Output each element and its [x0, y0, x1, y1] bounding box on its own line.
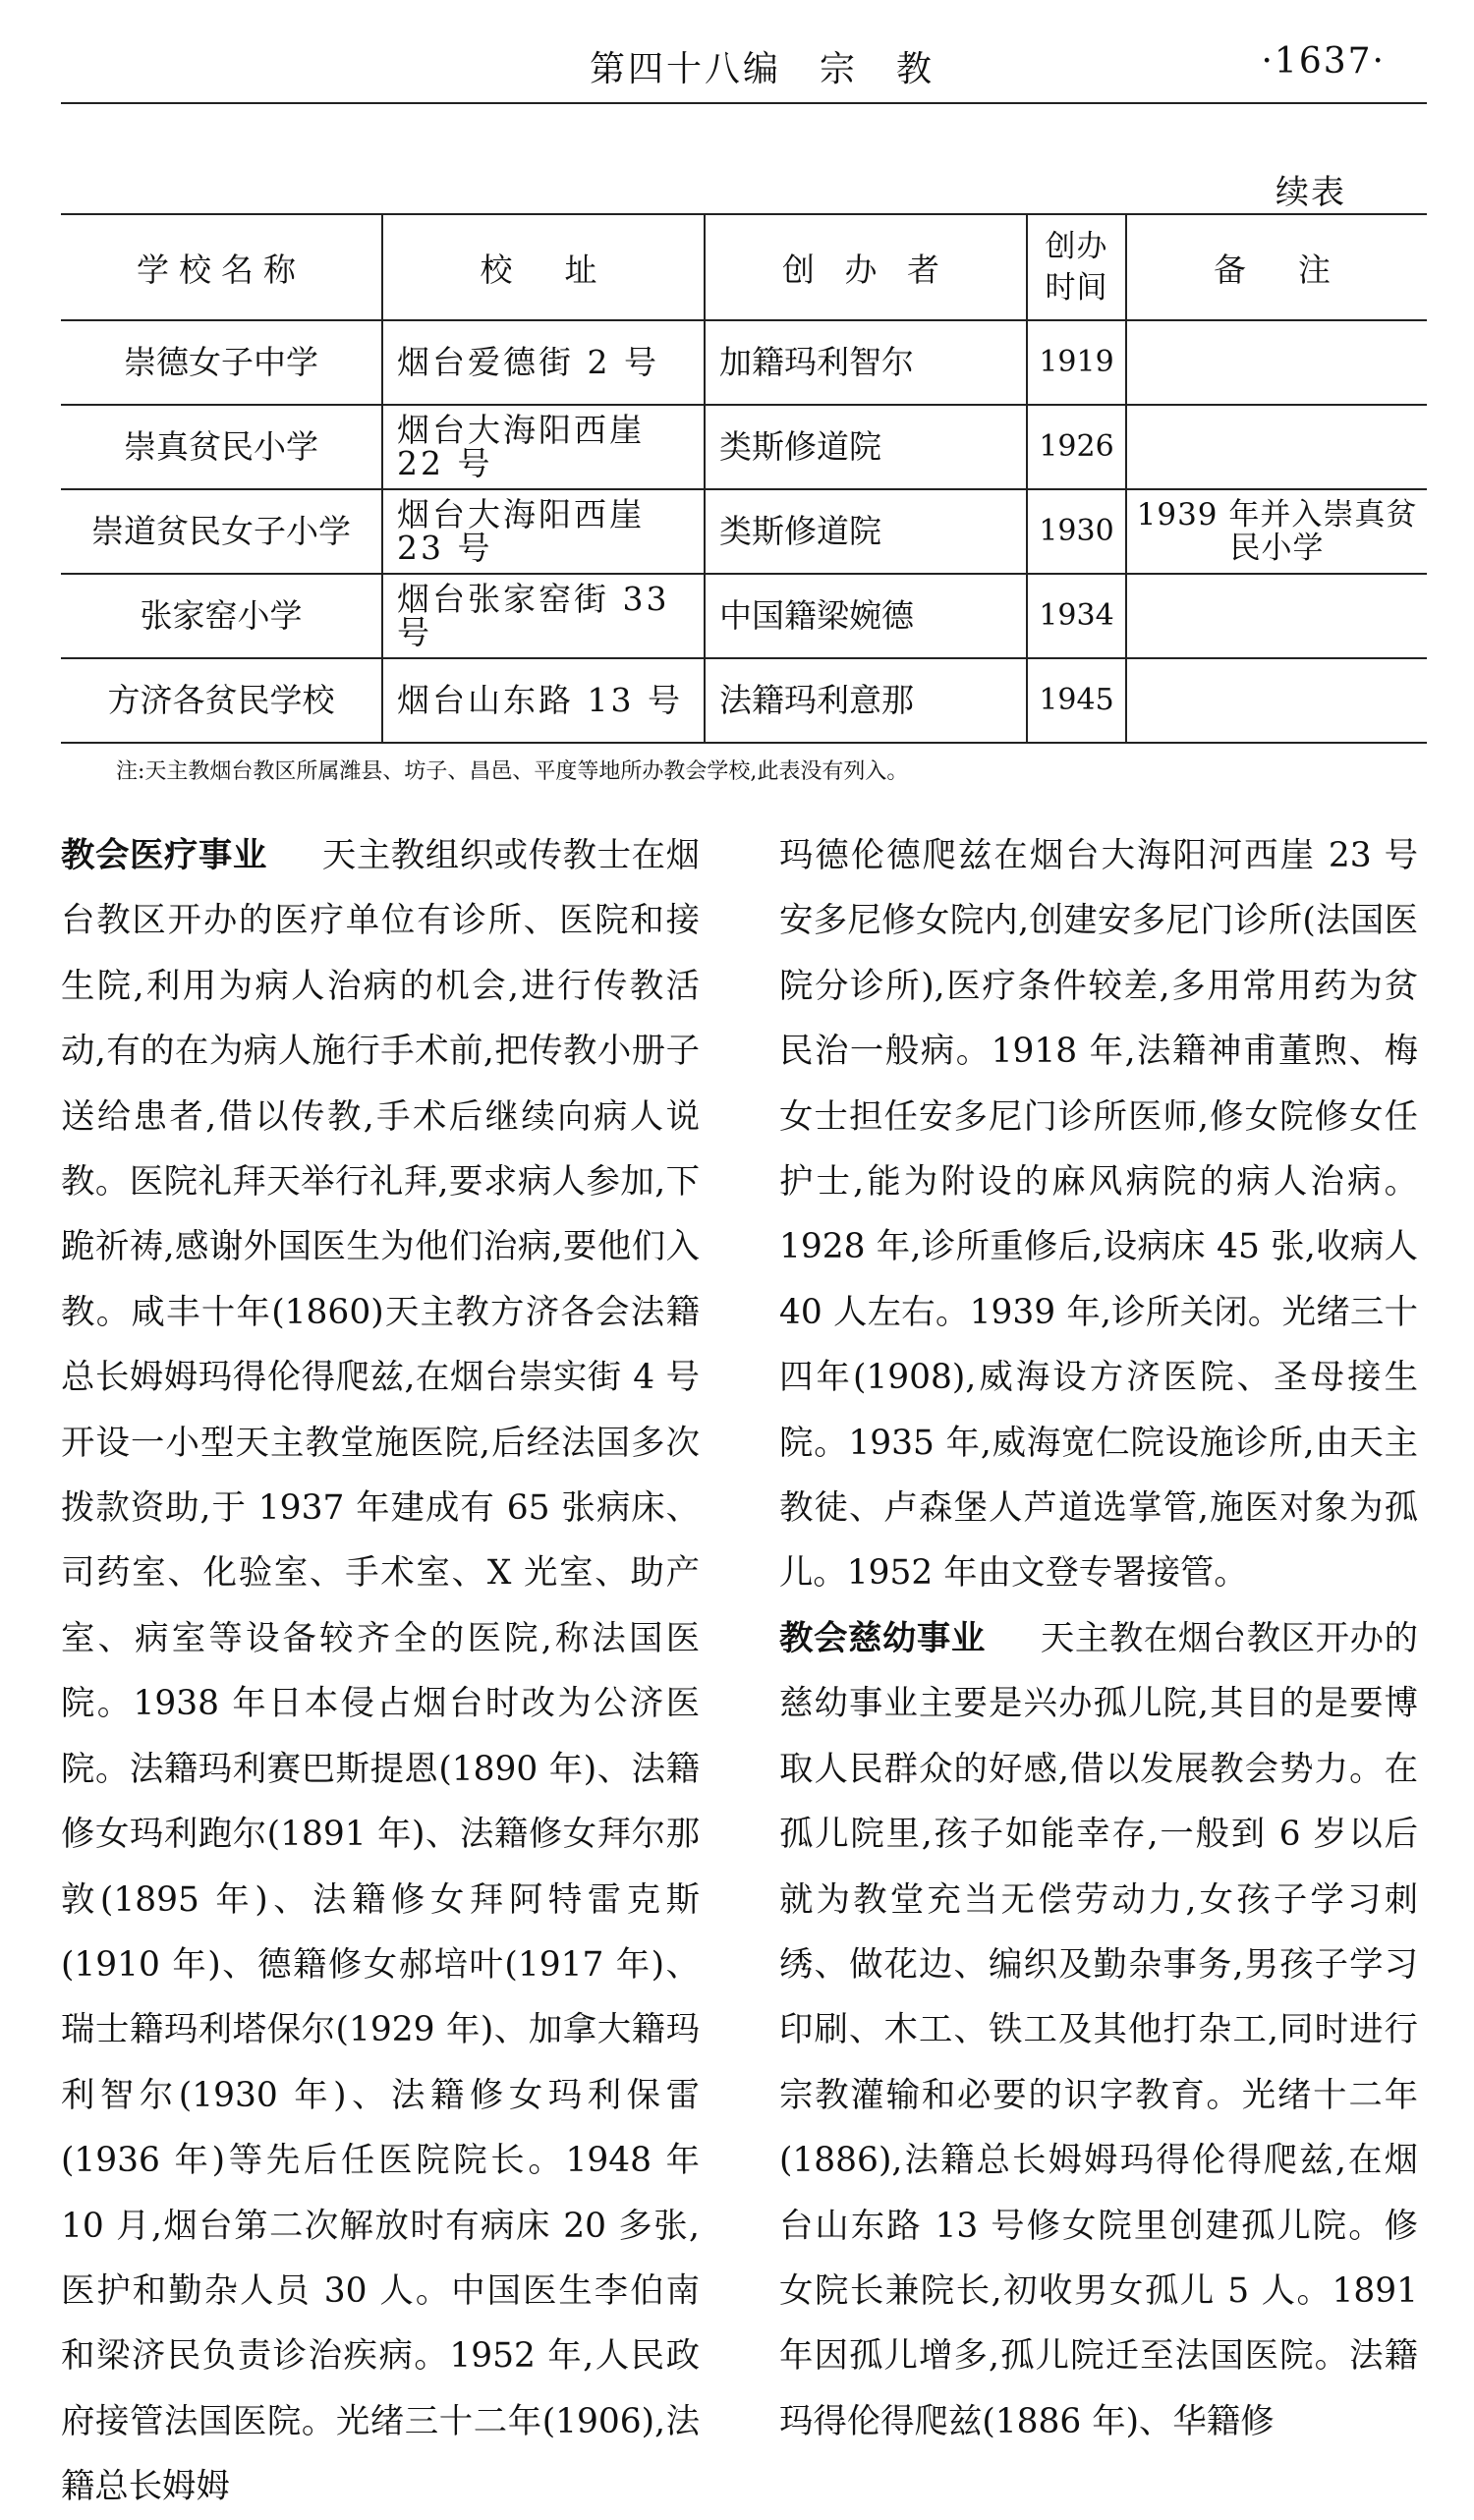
table-row: [61, 320, 1427, 405]
cell-year: 1930: [1027, 489, 1126, 574]
cell-year: 1926: [1027, 405, 1126, 489]
text-column-left: [61, 823, 700, 2520]
schools-table: [61, 213, 1427, 744]
cell-founder: 类斯修道院: [705, 489, 1027, 574]
cell-founder: 类斯修道院: [705, 405, 1027, 489]
cell-school-name: 张家窑小学: [61, 574, 382, 658]
paragraph-medical: [61, 823, 700, 2520]
table-continued-label: 续表: [1276, 173, 1346, 212]
cell-school-name: 崇道贫民女子小学: [61, 489, 382, 574]
cell-founder: 法籍玛利意那: [705, 658, 1027, 743]
cell-school-name: 方济各贫民学校: [61, 658, 382, 743]
paragraph-medical-text: 天主教组织或传教士在烟台教区开办的医疗单位有诊所、医院和接生院,利用为病人治病的机会,进行传教活动,有的在为病人施行手术前,把传教小册子送给患者,借以传教,手术后继续向病人说教。医院礼拜天举行礼拜,要求病人参加,下跪祈祷,感谢外国医生为他们治病,要他们入教。咸丰十年(1860)天主教方济各会法籍总长姆姆玛得伦得爬兹,在烟台崇实街 4 号开设一小型天主教堂施医院,后经法国多次拨款资助,于 1937 年建成有 65 张病床、司药室、化验室、手术室、X 光室、助产室、病室等设备较齐全的医院,称法国医院。1938 年日本侵占烟台时改为公济医院。法籍玛利赛巴斯提恩(1890 年)、法籍修女玛利跑尔(1891 年)、法籍修女拜尔那敦(1895 年)、法籍修女拜阿特雷克斯(1910 年)、德籍修女郝培叶(1917 年)、瑞士籍玛利塔保尔(1929 年)、加拿大籍玛利智尔(1930 年)、法籍修女玛利保雷(1936 年)等先后任医院院长。1948 年 10 月,烟台第二次解放时有病床 20 多张,医护和勤杂人员 30 人。中国医生李伯南和梁济民负责诊治疾病。1952 年,人民政府接管法国医院。光绪三十二年(1906),法籍总长姆姆: [61, 836, 700, 2507]
cell-remark: [1126, 320, 1427, 405]
header-rule: [61, 102, 1427, 104]
table-header-row: [61, 214, 1427, 320]
col-header-founded-year: 创办时间: [1027, 214, 1126, 320]
cell-year: 1919: [1027, 320, 1126, 405]
table-row: [61, 489, 1427, 574]
table-row: [61, 658, 1427, 743]
text-column-right: [779, 823, 1418, 2454]
paragraph-orphan: [779, 1606, 1418, 2454]
cell-address: 烟台张家窑街 33 号: [382, 574, 705, 658]
cell-founder: 加籍玛利智尔: [705, 320, 1027, 405]
cell-address: 烟台山东路 13 号: [382, 658, 705, 743]
cell-year: 1934: [1027, 574, 1126, 658]
cell-address: 烟台爱德街 2 号: [382, 320, 705, 405]
page-number: ·1637·: [1261, 41, 1386, 82]
cell-remark: [1126, 405, 1427, 489]
col-header-remark: 备 注: [1126, 214, 1427, 320]
cell-remark: [1126, 574, 1427, 658]
table-row: [61, 574, 1427, 658]
paragraph-orphan-text: 天主教在烟台教区开办的慈幼事业主要是兴办孤儿院,其目的是要博取人民群众的好感,借以发展教会势力。在孤儿院里,孩子如能幸存,一般到 6 岁以后就为教堂充当无偿劳动力,女孩子学习刺绣、做花边、编织及勤杂事务,男孩子学习印刷、木工、铁工及其他打杂工,同时进行宗教灌输和必要的识字教育。光绪十二年(1886),法籍总长姆姆玛得伦得爬兹,在烟台山东路 13 号修女院里创建孤儿院。修女院长兼院长,初收男女孤儿 5 人。1891 年因孤儿增多,孤儿院迁至法国医院。法籍玛得伦得爬兹(1886 年)、华籍修: [779, 1618, 1418, 2441]
cell-address: 烟台大海阳西崖 22 号: [382, 405, 705, 489]
table-footnote: 注:天主教烟台教区所属潍县、坊子、昌邑、平度等地所办教会学校,此表没有列入。: [116, 759, 909, 784]
cell-school-name: 崇真贫民小学: [61, 405, 382, 489]
table-row: [61, 405, 1427, 489]
col-header-name: 学校名称: [61, 214, 382, 320]
running-header-title: 第四十八编 宗 教: [590, 49, 935, 89]
cell-school-name: 崇德女子中学: [61, 320, 382, 405]
paragraph-medical-continued: 玛德伦德爬兹在烟台大海阳河西崖 23 号安多尼修女院内,创建安多尼门诊所(法国医院分诊所),医疗条件较差,多用常用药为贫民治一般病。1918 年,法籍神甫董煦、梅女士担任安多尼门诊所医师,修女院修女任护士,能为附设的麻风病院的病人治病。1928 年,诊所重修后,设病床 45 张,收病人 40 人左右。1939 年,诊所关闭。光绪三十四年(1908),威海设方济医院、圣母接生院。1935 年,威海宽仁院设施诊所,由天主教徒、卢森堡人芦道选掌管,施医对象为孤儿。1952 年由文登专署接管。: [779, 836, 1418, 1594]
cell-year: 1945: [1027, 658, 1126, 743]
section-heading-medical: 教会医疗事业: [61, 836, 267, 875]
col-header-founder: 创 办 者: [705, 214, 1027, 320]
cell-founder: 中国籍梁婉德: [705, 574, 1027, 658]
section-heading-orphan: 教会慈幼事业: [779, 1618, 986, 1658]
col-header-address: 校 址: [382, 214, 705, 320]
cell-address: 烟台大海阳西崖 23 号: [382, 489, 705, 574]
cell-remark: [1126, 658, 1427, 743]
cell-remark: 1939 年并入崇真贫民小学: [1126, 489, 1427, 574]
